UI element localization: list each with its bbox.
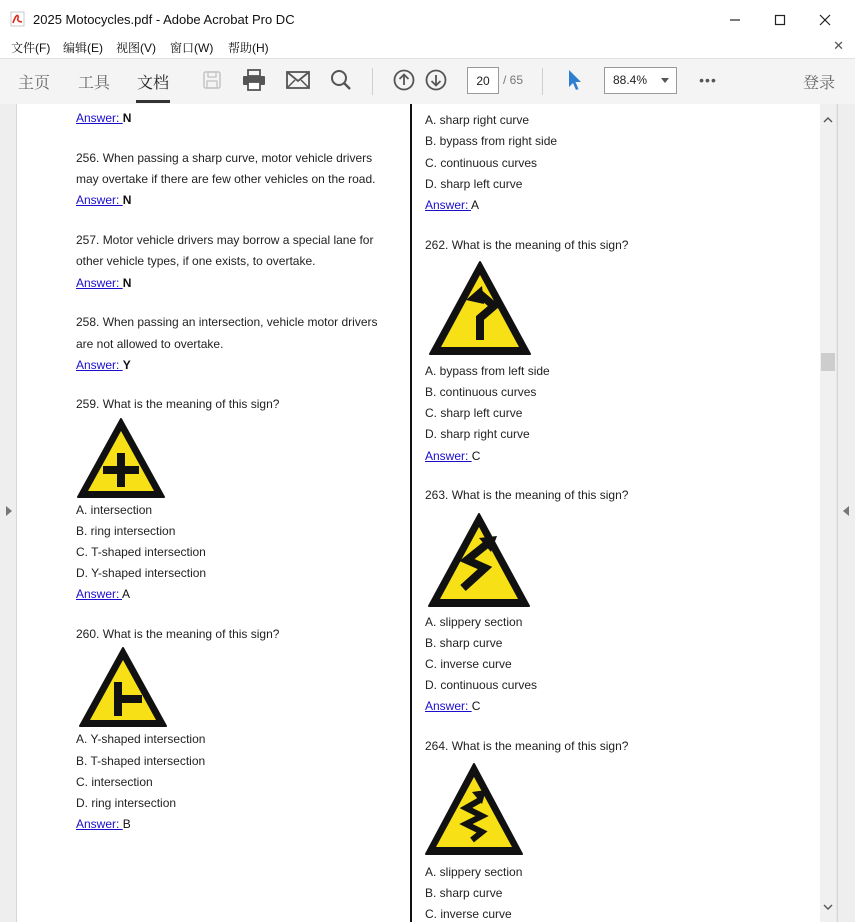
question-258-line2: are not allowed to overtake. [76, 337, 224, 351]
minimize-button[interactable] [720, 8, 750, 32]
close-window-button[interactable] [810, 8, 840, 32]
question-263: 263. What is the meaning of this sign? [425, 488, 629, 502]
title-bar [0, 0, 855, 38]
left-panel-toggle[interactable] [0, 104, 17, 922]
menu-edit[interactable]: 编辑(E) [63, 41, 103, 55]
toolbar-separator [372, 68, 373, 95]
answer-link[interactable]: Answer: [425, 449, 472, 463]
option-263-b: B. sharp curve [425, 636, 503, 650]
option-259-c: C. T-shaped intersection [76, 545, 206, 559]
question-264: 264. What is the meaning of this sign? [425, 739, 629, 753]
option-259-a: A. intersection [76, 503, 153, 517]
close-icon [819, 14, 831, 26]
option-260-d: D. ring intersection [76, 796, 177, 810]
search-icon [330, 69, 352, 91]
answer-link[interactable]: Answer: [76, 111, 123, 125]
answer-258 [76, 358, 131, 372]
answer-link[interactable]: Answer: [425, 699, 472, 713]
chevron-down-icon [661, 78, 669, 83]
option-260-c: C. intersection [76, 775, 153, 789]
expand-right-panel-icon [843, 506, 850, 516]
option-263-a: A. slippery section [425, 615, 523, 629]
answer-value: N [122, 276, 132, 290]
answer-link[interactable]: Answer: [76, 193, 123, 207]
answer-value: A [471, 198, 480, 212]
tab-home[interactable]: 主页 [18, 75, 51, 92]
toolbar [0, 58, 855, 105]
question-256-line2: may overtake if there are few other vehicles on the road. [76, 172, 376, 186]
cursor-arrow-icon [565, 69, 583, 91]
close-document-button[interactable]: ✕ [833, 38, 844, 53]
option-263-c: C. inverse curve [425, 657, 512, 671]
answer-value: Y [122, 358, 131, 372]
answer-256 [76, 193, 131, 207]
acrobat-pdf-icon [10, 11, 26, 27]
answer-value: N [122, 193, 132, 207]
continuous-curves-sign-image [424, 762, 524, 856]
more-tools-button[interactable]: ••• [699, 72, 717, 88]
menu-file[interactable]: 文件(F) [11, 41, 51, 55]
maximize-icon [774, 14, 786, 26]
scroll-down-icon[interactable] [823, 904, 833, 911]
arrow-down-circle-icon [425, 69, 447, 91]
option-264-b: B. sharp curve [425, 886, 503, 900]
toolbar-separator [542, 68, 543, 95]
previous-page-button[interactable] [391, 67, 417, 93]
expand-left-panel-icon [5, 506, 12, 516]
option-261-d: D. sharp left curve [425, 177, 523, 191]
question-258-line1: 258. When passing an intersection, vehicle motor drivers [76, 315, 378, 329]
option-262-b: B. continuous curves [425, 385, 537, 399]
answer-value: C [471, 699, 481, 713]
answer-260 [76, 817, 131, 831]
sharp-left-curve-sign-image [428, 260, 532, 356]
question-256-line1: 256. When passing a sharp curve, motor vehicle drivers [76, 151, 373, 165]
answer-previous [76, 111, 131, 125]
document-viewer [0, 104, 855, 922]
question-257-line1: 257. Motor vehicle drivers may borrow a special lane for [76, 233, 374, 247]
option-264-c: C. inverse curve [425, 907, 512, 921]
question-262: 262. What is the meaning of this sign? [425, 238, 629, 252]
option-260-b: B. T-shaped intersection [76, 754, 206, 768]
column-divider [410, 104, 412, 922]
vertical-scrollbar[interactable] [820, 104, 836, 922]
window-title: 2025 Motocycles.pdf - Adobe Acrobat Pro DC [33, 12, 295, 27]
option-262-c: C. sharp left curve [425, 406, 523, 420]
option-262-a: A. bypass from left side [425, 364, 550, 378]
right-panel-toggle[interactable] [837, 104, 855, 922]
answer-259 [76, 587, 130, 601]
minimize-icon [729, 14, 741, 26]
menu-window[interactable]: 窗口(W) [170, 41, 214, 55]
answer-link[interactable]: Answer: [76, 817, 123, 831]
answer-value: C [471, 449, 481, 463]
next-page-button[interactable] [423, 67, 449, 93]
answer-link[interactable]: Answer: [76, 358, 123, 372]
option-261-a: A. sharp right curve [425, 113, 530, 127]
menu-bar [0, 38, 855, 58]
t-junction-sign-image [78, 646, 168, 728]
zoom-value: 88.4% [613, 73, 648, 87]
answer-link[interactable]: Answer: [76, 587, 123, 601]
page-number-input[interactable]: 20 [467, 67, 499, 94]
option-264-a: A. slippery section [425, 865, 523, 879]
answer-261 [425, 198, 479, 212]
tab-document[interactable]: 文档 [137, 75, 170, 92]
answer-link[interactable]: Answer: [425, 198, 472, 212]
pdf-page [17, 104, 820, 922]
menu-help[interactable]: 帮助(H) [228, 41, 269, 55]
print-button[interactable] [241, 67, 267, 93]
option-259-d: D. Y-shaped intersection [76, 566, 207, 580]
menu-view[interactable]: 视图(V) [116, 41, 156, 55]
question-259: 259. What is the meaning of this sign? [76, 397, 280, 411]
scrollbar-thumb[interactable] [821, 353, 835, 371]
email-button[interactable] [285, 67, 311, 93]
select-tool-button[interactable] [561, 67, 587, 93]
save-icon [202, 70, 222, 90]
option-263-d: D. continuous curves [425, 678, 538, 692]
search-button[interactable] [328, 67, 354, 93]
option-262-d: D. sharp right curve [425, 427, 530, 441]
crossroads-sign-image [76, 417, 166, 499]
inverse-curve-sign-image [427, 512, 531, 608]
maximize-button[interactable] [765, 8, 795, 32]
tab-tools[interactable]: 工具 [78, 75, 111, 92]
question-257-line2: other vehicle types, if one exists, to overtake. [76, 254, 316, 268]
answer-263 [425, 699, 480, 713]
save-button[interactable] [199, 67, 225, 93]
answer-value: B [122, 817, 131, 831]
option-261-b: B. bypass from right side [425, 134, 558, 148]
question-260: 260. What is the meaning of this sign? [76, 627, 280, 641]
answer-value: N [122, 111, 132, 125]
arrow-up-circle-icon [393, 69, 415, 91]
print-icon [242, 69, 266, 91]
option-261-c: C. continuous curves [425, 156, 538, 170]
zoom-select[interactable] [604, 67, 677, 94]
answer-257 [76, 276, 131, 290]
answer-link[interactable]: Answer: [76, 276, 123, 290]
page-total: / 65 [503, 73, 524, 87]
option-260-a: A. Y-shaped intersection [76, 732, 206, 746]
option-259-b: B. ring intersection [76, 524, 176, 538]
scroll-up-icon[interactable] [823, 116, 833, 123]
answer-value: A [122, 587, 131, 601]
login-button[interactable]: 登录 [802, 75, 835, 92]
mail-icon [286, 71, 310, 89]
answer-262 [425, 449, 480, 463]
active-tab-indicator [136, 100, 170, 103]
